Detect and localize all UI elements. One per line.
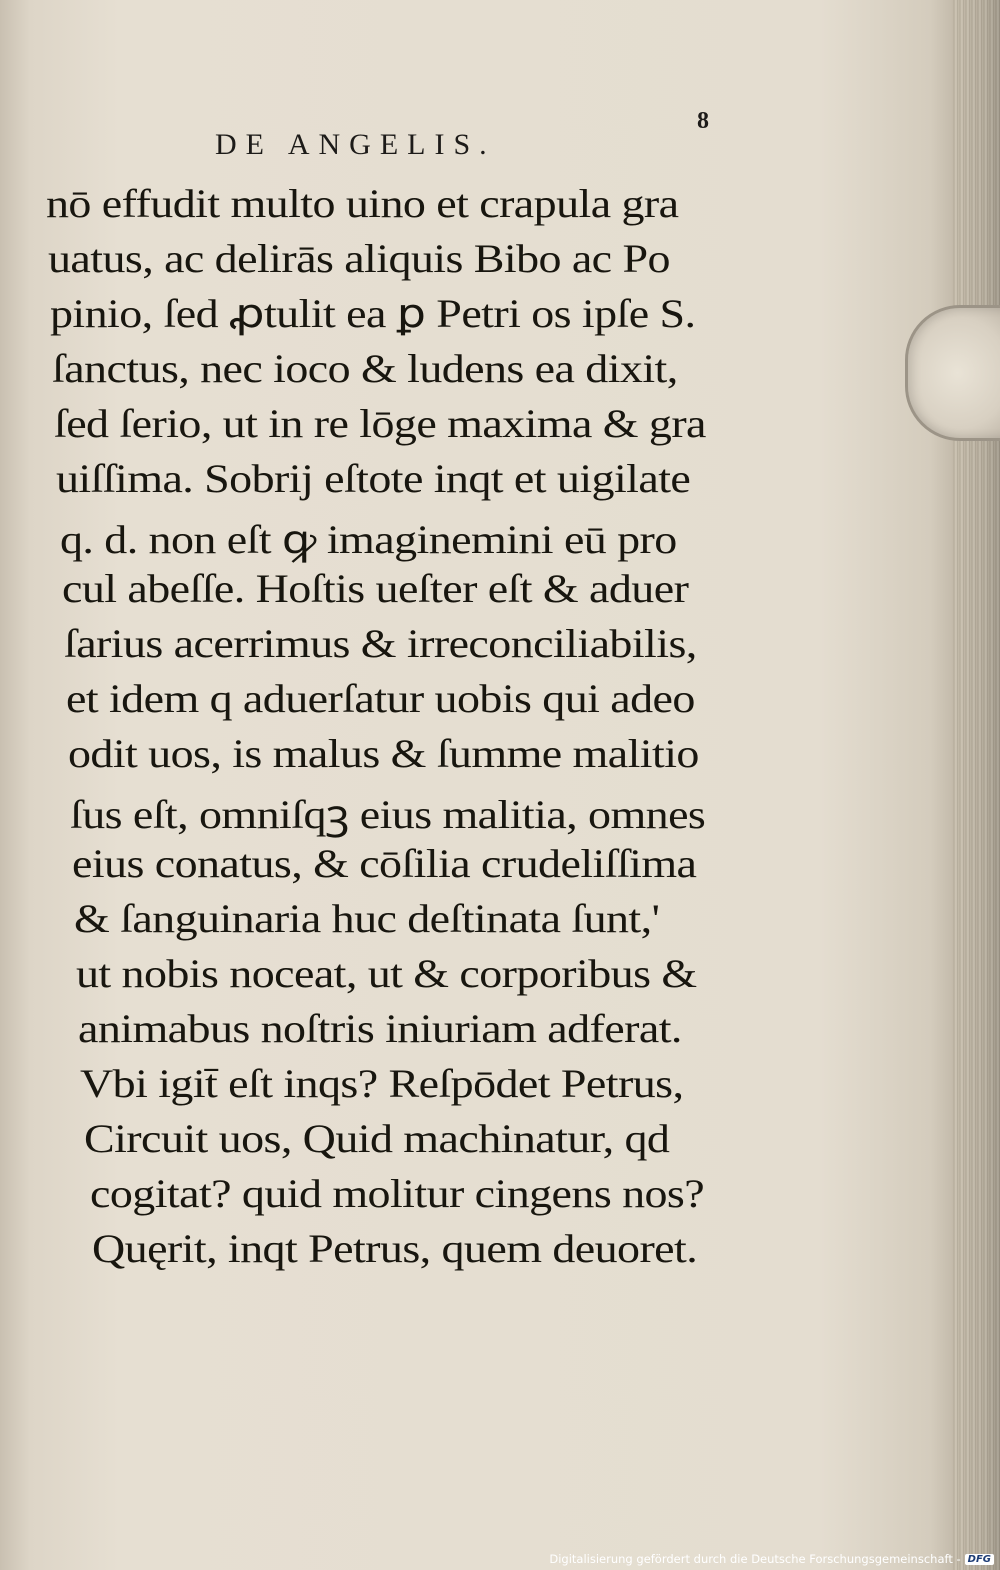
text-line-20: Quęrit, inqt Petrus, quem deuoret. [92,1226,698,1271]
text-line-11: odit uos, is malus & ſumme malitio [68,731,699,776]
text-line-3: pinio, ſed ꝓtulit ea ꝑ Petri os ipſe S. [50,291,696,336]
text-line-5: ſed ſerio, ut in re lōge maxima & gra [54,401,706,446]
text-line-12: ſus eſt, omniſqꝫ eius malitia, omnes [70,792,706,837]
page-clip [905,305,1000,441]
text-line-4: ſanctus, nec ioco & ludens ea dixit, [52,346,678,391]
text-line-7: q. d. non eſt ꝙ imaginemini eū pro [60,517,677,562]
text-line-17: Vbi igit̄ eſt inqs? Reſpōdet Petrus, [80,1061,684,1106]
text-line-10: et idem q aduerſatur uobis qui adeo [66,676,695,721]
running-head: DE ANGELIS. [215,128,496,161]
text-line-1: nō effudit multo uino et crapula gra [46,181,679,226]
text-line-8: cul abeſſe. Hoſtis ueſter eſt & aduer [62,566,689,611]
text-line-2: uatus, ac delirās aliquis Bibo ac Po [48,236,670,281]
text-line-13: eius conatus, & cōſilia crudeliſſima [72,841,697,886]
text-line-9: ſarius acerrimus & irreconciliabilis, [64,621,697,666]
text-line-19: cogitat? quid molitur cingens nos? [90,1171,705,1216]
text-line-14: & ſanguinaria huc deſtinata ſunt,' [74,896,660,941]
text-line-6: uiſſima. Sobrij eſtote inqt et uigilate [56,456,691,501]
page-edges [952,0,1000,1570]
text-line-16: animabus noſtris iniuriam adferat. [78,1006,682,1051]
digitization-credit [549,1552,994,1566]
credit-text: Digitalisierung gefördert durch die Deutsche Forschungsgemeinschaft - [549,1552,961,1566]
text-line-15: ut nobis noceat, ut & corporibus & [76,951,697,996]
dfg-logo: DFG [965,1554,994,1565]
page-number: 8 [697,108,709,134]
text-line-18: Circuit uos, Quid machinatur, qd [84,1116,670,1161]
